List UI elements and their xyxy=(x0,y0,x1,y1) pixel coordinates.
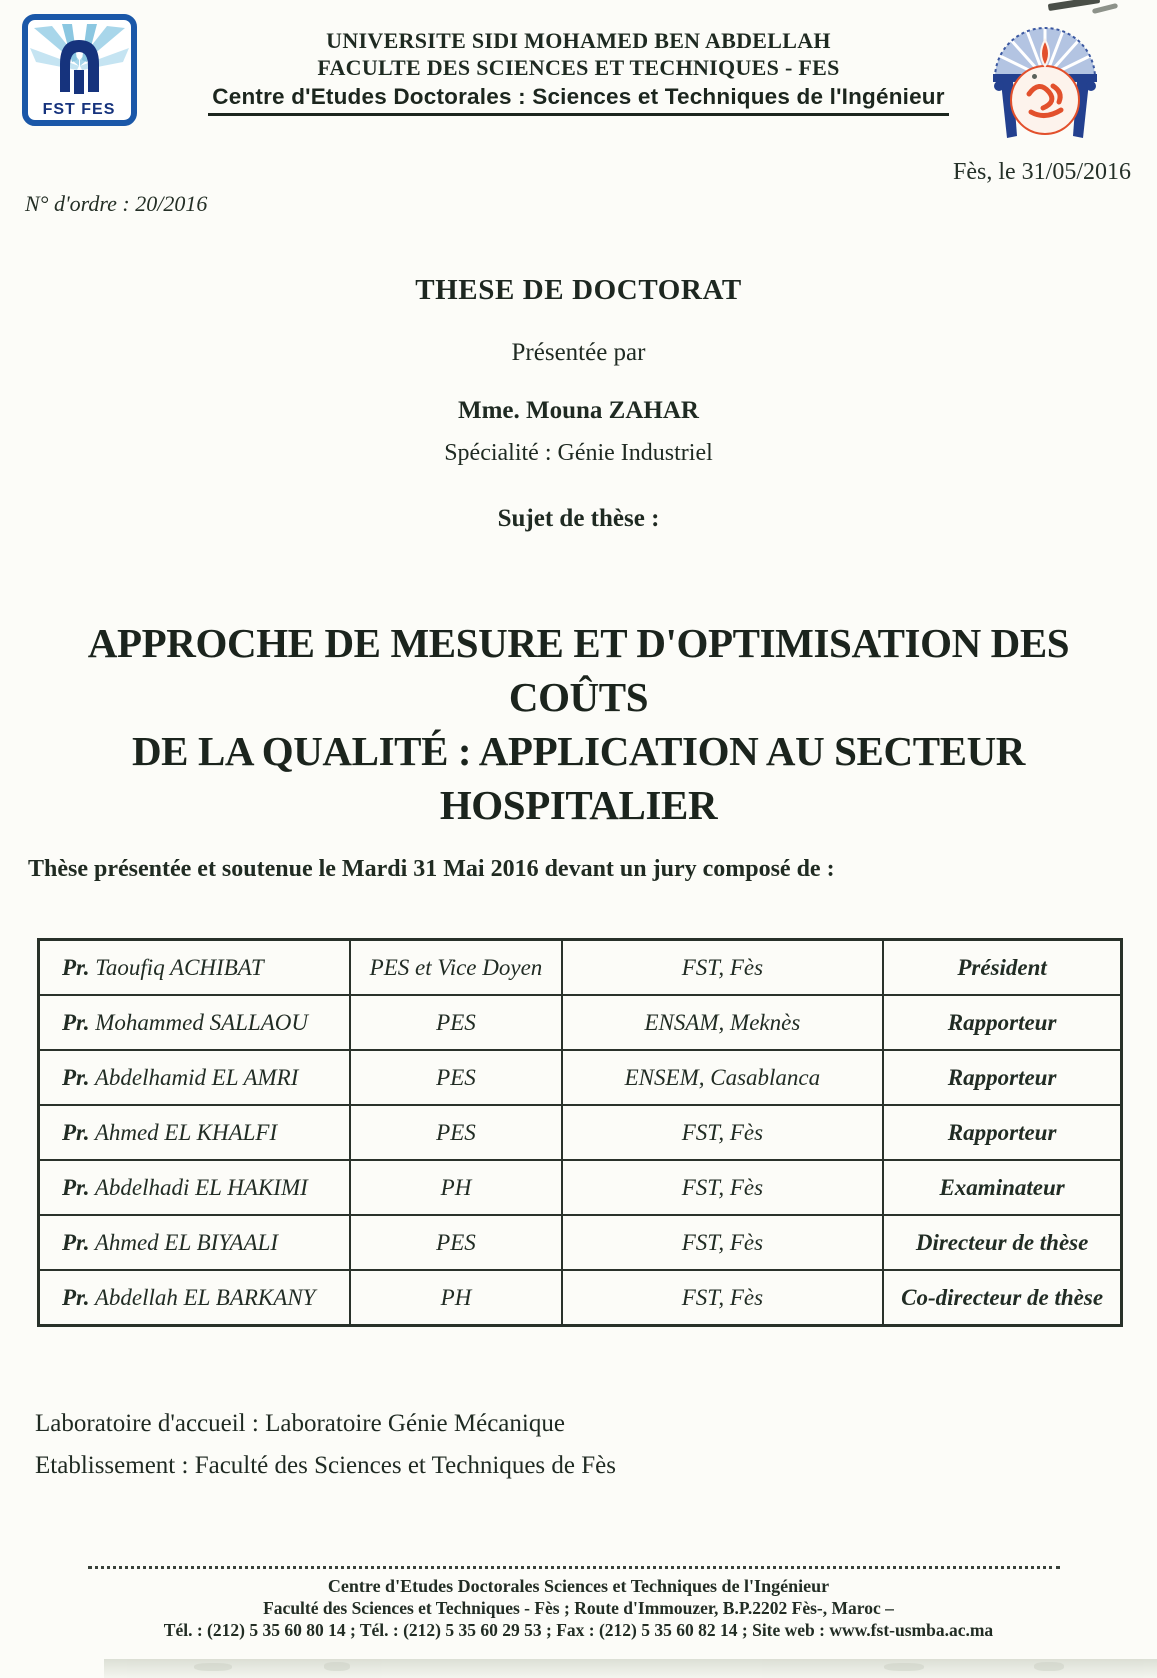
jury-member-affiliation: FST, Fès xyxy=(562,1215,884,1270)
order-number: N° d'ordre : 20/2016 xyxy=(25,191,208,216)
jury-member-grade: PH xyxy=(350,1160,561,1215)
jury-table-row xyxy=(39,995,1122,1050)
thesis-title xyxy=(18,616,1139,832)
fst-logo-caption: FST FES xyxy=(42,101,116,118)
jury-member-affiliation: ENSAM, Meknès xyxy=(562,995,884,1050)
footer-center-name: Centre d'Etudes Doctorales Sciences et Techniques de l'Ingénieur xyxy=(327,1576,830,1596)
jury-table-row xyxy=(39,1050,1122,1105)
thesis-title-line3: HOSPITALIER xyxy=(439,782,718,828)
jury-member-affiliation: FST, Fès xyxy=(562,1270,884,1326)
jury-member-grade: PES xyxy=(350,995,561,1050)
document-type-title: THESE DE DOCTORAT xyxy=(415,274,742,306)
jury-member-role: Rapporteur xyxy=(883,995,1121,1050)
jury-member-role: Examinateur xyxy=(883,1160,1121,1215)
jury-table-row xyxy=(39,1270,1122,1326)
jury-member-name-text: Ahmed EL KHALFI xyxy=(89,1119,278,1145)
jury-member-name xyxy=(39,995,351,1050)
jury-member-grade: PH xyxy=(350,1270,561,1326)
jury-member-prefix: Pr. xyxy=(62,1284,90,1310)
header-doctoral-center: Centre d'Etudes Doctorales : Sciences et Techniques de l'Ingénieur xyxy=(208,84,948,116)
jury-table-row xyxy=(39,940,1122,996)
host-laboratory-line: Laboratoire d'accueil : Laboratoire Génie Mécanique xyxy=(35,1410,565,1437)
jury-member-name xyxy=(39,1160,351,1215)
jury-member-name-text: Abdelhamid EL AMRI xyxy=(89,1064,299,1090)
jury-member-name xyxy=(39,1270,351,1326)
jury-member-grade: PES xyxy=(350,1105,561,1160)
author-name: Mme. Mouna ZAHAR xyxy=(458,397,699,424)
jury-intro-line: Thèse présentée et soutenue le Mardi 31 Mai 2016 devant un jury composé de : xyxy=(28,856,835,882)
jury-member-role: Rapporteur xyxy=(883,1105,1121,1160)
footer-address: Faculté des Sciences et Techniques - Fès ; Route d'Immouzer, B.P.2202 Fès-, Maroc – xyxy=(263,1598,894,1618)
jury-member-prefix: Pr. xyxy=(62,954,90,980)
jury-member-name-text: Ahmed EL BIYAALI xyxy=(89,1229,279,1255)
jury-member-grade: PES xyxy=(350,1050,561,1105)
jury-table-row xyxy=(39,1105,1122,1160)
header-university: UNIVERSITE SIDI MOHAMED BEN ABDELLAH xyxy=(326,28,831,53)
jury-table-row xyxy=(39,1160,1122,1215)
jury-member-prefix: Pr. xyxy=(62,1174,90,1200)
jury-member-name xyxy=(39,1050,351,1105)
jury-table-row xyxy=(39,1215,1122,1270)
jury-member-grade: PES xyxy=(350,1215,561,1270)
jury-member-grade: PES et Vice Doyen xyxy=(350,940,561,996)
presented-by-label: Présentée par xyxy=(511,339,646,366)
jury-member-name-text: Abdellah EL BARKANY xyxy=(89,1284,316,1310)
jury-table xyxy=(37,938,1123,1327)
header-faculty: FACULTE DES SCIENCES ET TECHNIQUES - FES xyxy=(317,55,840,80)
jury-member-name-text: Abdelhadi EL HAKIMI xyxy=(89,1174,308,1200)
jury-member-role: Directeur de thèse xyxy=(883,1215,1121,1270)
date-line: Fès, le 31/05/2016 xyxy=(953,159,1131,185)
specialty-line: Spécialité : Génie Industriel xyxy=(444,440,713,466)
jury-member-name-text: Taoufiq ACHIBAT xyxy=(89,954,264,980)
jury-member-name xyxy=(39,1105,351,1160)
jury-member-prefix: Pr. xyxy=(62,1229,90,1255)
jury-member-name-text: Mohammed SALLAOU xyxy=(89,1009,308,1035)
subject-label: Sujet de thèse : xyxy=(497,505,660,532)
jury-member-role: Co-directeur de thèse xyxy=(883,1270,1121,1326)
footer-contact: Tél. : (212) 5 35 60 80 14 ; Tél. : (212) 5 35 60 29 53 ; Fax : (212) 5 35 60 82 14 ; Site web : www.fst-usmba.ac.ma xyxy=(163,1620,994,1640)
jury-member-role: Président xyxy=(883,940,1121,996)
jury-member-affiliation: FST, Fès xyxy=(562,1105,884,1160)
jury-member-prefix: Pr. xyxy=(62,1119,90,1145)
thesis-title-line1: APPROCHE DE MESURE ET D'OPTIMISATION DES COÛTS xyxy=(87,620,1070,720)
footer-dotted-separator xyxy=(88,1566,1060,1569)
jury-member-affiliation: FST, Fès xyxy=(562,940,884,996)
jury-member-name xyxy=(39,940,351,996)
establishment-line: Etablissement : Faculté des Sciences et Techniques de Fès xyxy=(35,1452,616,1479)
header-center-wrap xyxy=(0,84,1157,116)
jury-member-role: Rapporteur xyxy=(883,1050,1121,1105)
thesis-title-line2: DE LA QUALITÉ : APPLICATION AU SECTEUR xyxy=(131,728,1026,774)
scan-artifact-mark xyxy=(1092,3,1118,14)
jury-member-prefix: Pr. xyxy=(62,1009,90,1035)
jury-member-prefix: Pr. xyxy=(62,1064,90,1090)
jury-member-affiliation: ENSEM, Casablanca xyxy=(562,1050,884,1105)
jury-member-affiliation: FST, Fès xyxy=(562,1160,884,1215)
jury-member-name xyxy=(39,1215,351,1270)
scan-edge-band xyxy=(104,1659,1157,1678)
